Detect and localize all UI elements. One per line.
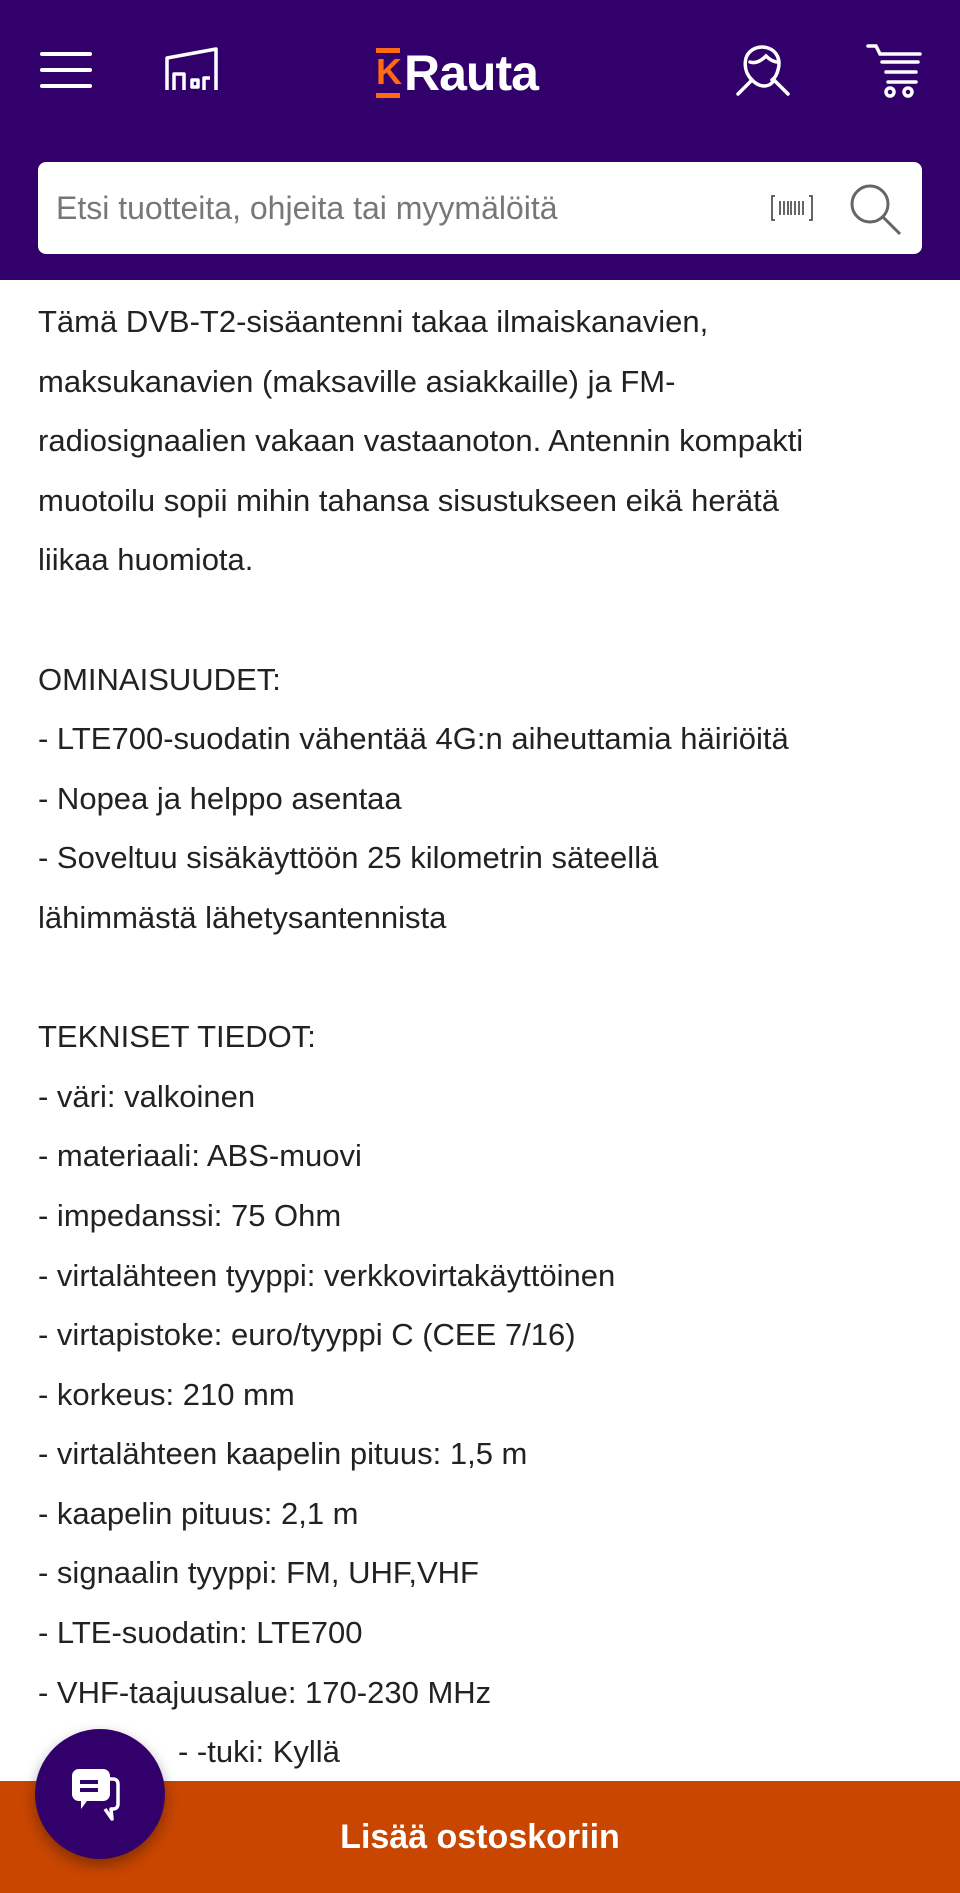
- description-line: - kaapelin pituus: 2,1 m: [38, 1495, 359, 1531]
- store-icon[interactable]: [164, 46, 220, 92]
- description-line: - virtalähteen tyyppi: verkkovirtakäyttöinen: [38, 1257, 616, 1293]
- logo-k: K: [376, 48, 400, 98]
- description-line: - signaalin tyyppi: FM, UHF,VHF: [38, 1555, 479, 1591]
- description-line: TEKNISET TIEDOT:: [38, 1019, 316, 1055]
- chat-icon: [65, 1759, 135, 1829]
- description-line: - LTE700-suodatin vähentää 4G:n aiheuttamia häiriöitä: [38, 721, 789, 757]
- description-line: - virtalähteen kaapelin pituus: 1,5 m: [38, 1436, 528, 1472]
- search-input[interactable]: [56, 162, 756, 254]
- description-line: muotoilu sopii mihin tahansa sisustukseen eikä herätä: [38, 482, 779, 518]
- description-line: - LTE-suodatin: LTE700: [38, 1615, 363, 1651]
- description-line: - impedanssi: 75 Ohm: [38, 1197, 342, 1233]
- description-line: radiosignaalien vakaan vastaanoton. Antennin kompakti: [38, 423, 804, 459]
- user-icon[interactable]: [734, 42, 794, 98]
- search-bar: [38, 162, 922, 254]
- description-line: - VHF-taajuusalue: 170-230 MHz: [38, 1674, 492, 1710]
- menu-icon[interactable]: [40, 50, 92, 90]
- description-line: Tämä DVB-T2-sisäantenni takaa ilmaiskanavien,: [38, 304, 709, 339]
- search-icon[interactable]: [848, 182, 908, 238]
- logo-text: Rauta: [404, 45, 538, 101]
- description-line: maksukanavien (maksaville asiakkaille) ja FM-: [38, 363, 676, 399]
- description-line: - -tuki: Kyllä: [178, 1734, 340, 1770]
- description-line: OMINAISUUDET:: [38, 661, 281, 697]
- product-description: [38, 292, 938, 1782]
- description-line: - Nopea ja helppo asentaa: [38, 780, 402, 816]
- description-line: - virtapistoke: euro/tyyppi C (CEE 7/16): [38, 1317, 576, 1353]
- description-line: liikaa huomiota.: [38, 542, 254, 578]
- description-line: - korkeus: 210 mm: [38, 1376, 295, 1412]
- header: [0, 0, 960, 280]
- chat-button[interactable]: [35, 1729, 165, 1859]
- description-line: - materiaali: ABS-muovi: [38, 1138, 362, 1174]
- description-line: lähimmästä lähetysantennista: [38, 899, 447, 935]
- add-to-cart-button[interactable]: Lisää ostoskoriin: [0, 1781, 960, 1893]
- logo[interactable]: [376, 46, 538, 100]
- description-line: - Soveltuu sisäkäyttöön 25 kilometrin säteellä: [38, 840, 659, 876]
- cart-icon[interactable]: [864, 42, 924, 98]
- barcode-scan-icon[interactable]: [770, 194, 814, 222]
- description-line: - väri: valkoinen: [38, 1078, 256, 1114]
- blank-line: [38, 948, 938, 1008]
- blank-line: [38, 590, 938, 650]
